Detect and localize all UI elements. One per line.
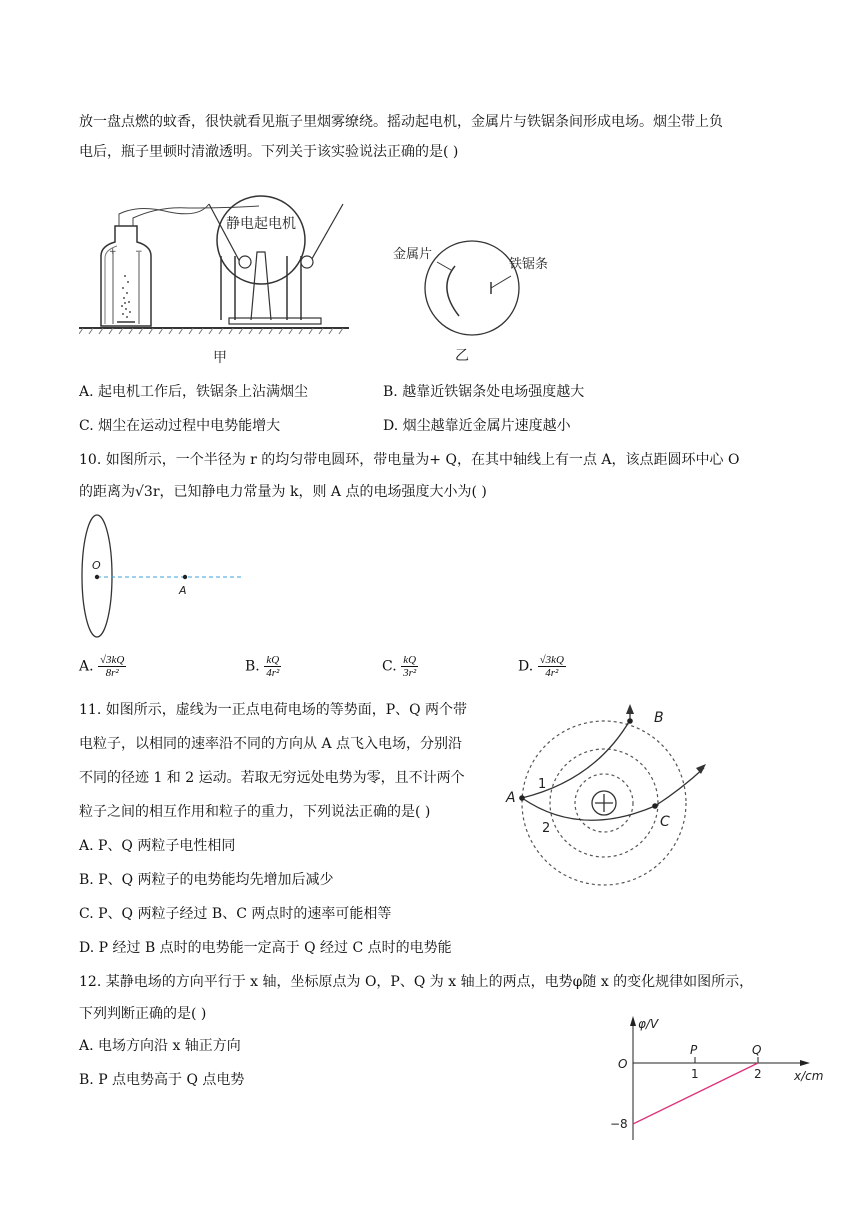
q10-label-o: O bbox=[92, 559, 101, 572]
q9-option-d: D. 烟尘越靠近金属片速度越小 bbox=[383, 418, 571, 434]
q10-stem-line1: 10. 如图所示，一个半径为 r 的均匀带电圆环，带电量为+ Q，在其中轴线上有一点 A，该点距圆环中心 O bbox=[79, 452, 740, 468]
q12-tick-2: 2 bbox=[754, 1067, 762, 1081]
q12-stem-line2: 下列判断正确的是( ) bbox=[79, 1006, 207, 1022]
q9-figure-jia bbox=[79, 178, 359, 368]
q10-option-c: C. $\frac{kQ}{\text{3r²}}$ bbox=[382, 654, 417, 679]
q12-stem-line1: 12. 某静电场的方向平行于 x 轴，坐标原点为 O，P、Q 为 x 轴上的两点，电势φ随 x 的变化规律如图所示， bbox=[79, 974, 754, 990]
q12-y-tick: −8 bbox=[610, 1117, 628, 1131]
q11-option-d: D. P 经过 B 点时的电势能一定高于 Q 经过 C 点时的电势能 bbox=[79, 940, 452, 956]
q9-machine-label: 静电起电机 bbox=[226, 216, 296, 232]
q12-x-axis-label: x/cm bbox=[794, 1069, 824, 1083]
q10-label-a: A bbox=[179, 584, 187, 597]
q9-saw-label: 铁锯条 bbox=[509, 257, 549, 272]
q9-option-b: B. 越靠近铁锯条处电场强度越大 bbox=[383, 384, 585, 400]
svg-text:−: − bbox=[135, 247, 143, 257]
q11-option-a: A. P、Q 两粒子电性相同 bbox=[79, 838, 236, 854]
q12-y-axis-label: φ/V bbox=[638, 1017, 659, 1031]
q12-option-a: A. 电场方向沿 x 轴正方向 bbox=[79, 1038, 241, 1054]
q11-label-b: B bbox=[654, 710, 664, 726]
q12-p-label: P bbox=[690, 1043, 698, 1057]
q11-label-path1: 1 bbox=[538, 777, 547, 792]
q9-option-c: C. 烟尘在运动过程中电势能增大 bbox=[79, 418, 281, 434]
q9-caption-yi: 乙 bbox=[455, 348, 469, 364]
q9-option-a: A. 起电机工作后，铁锯条上沾满烟尘 bbox=[79, 384, 309, 400]
q10-stem-line2: 的距离为√3r，已知静电力常量为 k，则 A 点的电场强度大小为( ) bbox=[79, 484, 487, 500]
q12-potential-graph bbox=[606, 1012, 836, 1142]
q11-stem-line3: 不同的径迹 1 和 2 运动。若取无穷远处电势为零，且不计两个 bbox=[79, 770, 465, 786]
q11-label-c: C bbox=[660, 814, 670, 830]
svg-text:+: + bbox=[109, 247, 117, 257]
q11-label-path2: 2 bbox=[542, 821, 551, 836]
q12-option-b: B. P 点电势高于 Q 点电势 bbox=[79, 1072, 245, 1088]
q11-option-c: C. P、Q 两粒子经过 B、C 两点时的速率可能相等 bbox=[79, 906, 392, 922]
q11-option-b: B. P、Q 两粒子的电势能均先增加后减少 bbox=[79, 872, 334, 888]
q10-option-d: D. $\frac{√3kQ}{\text{4r²}}$ bbox=[518, 654, 565, 679]
q9-stem-line1: 放一盘点燃的蚊香，很快就看见瓶子里烟雾缭绕。摇动起电机，金属片与铁锯条间形成电场。烟尘带上负 bbox=[79, 114, 723, 130]
q11-stem-line4: 粒子之间的相互作用和粒子的重力，下列说法正确的是( ) bbox=[79, 804, 431, 820]
q9-stem-line2: 电后，瓶子里顿时清澈透明。下列关于该实验说法正确的是( ) bbox=[79, 144, 459, 160]
q10-option-a: A. $\frac{√3kQ}{\text{8r²}}$ bbox=[79, 654, 125, 679]
q11-stem-line2: 电粒子，以相同的速率沿不同的方向从 A 点飞入电场，分别沿 bbox=[79, 736, 463, 752]
q11-label-a: A bbox=[506, 790, 516, 806]
q11-stem-line1: 11. 如图所示，虚线为一正点电荷电场的等势面，P、Q 两个带 bbox=[79, 702, 468, 718]
q10-ring-figure bbox=[79, 512, 259, 642]
q12-origin-label: O bbox=[618, 1057, 628, 1071]
q9-figure-yi bbox=[385, 228, 585, 368]
q9-metal-label: 金属片 bbox=[393, 247, 433, 262]
q9-caption-jia: 甲 bbox=[213, 350, 227, 366]
q12-q-label: Q bbox=[752, 1043, 762, 1057]
q10-option-b: B. $\frac{kQ}{\text{4r²}}$ bbox=[245, 654, 280, 679]
q11-equipotential-figure bbox=[500, 690, 720, 890]
q12-tick-1: 1 bbox=[691, 1067, 699, 1081]
